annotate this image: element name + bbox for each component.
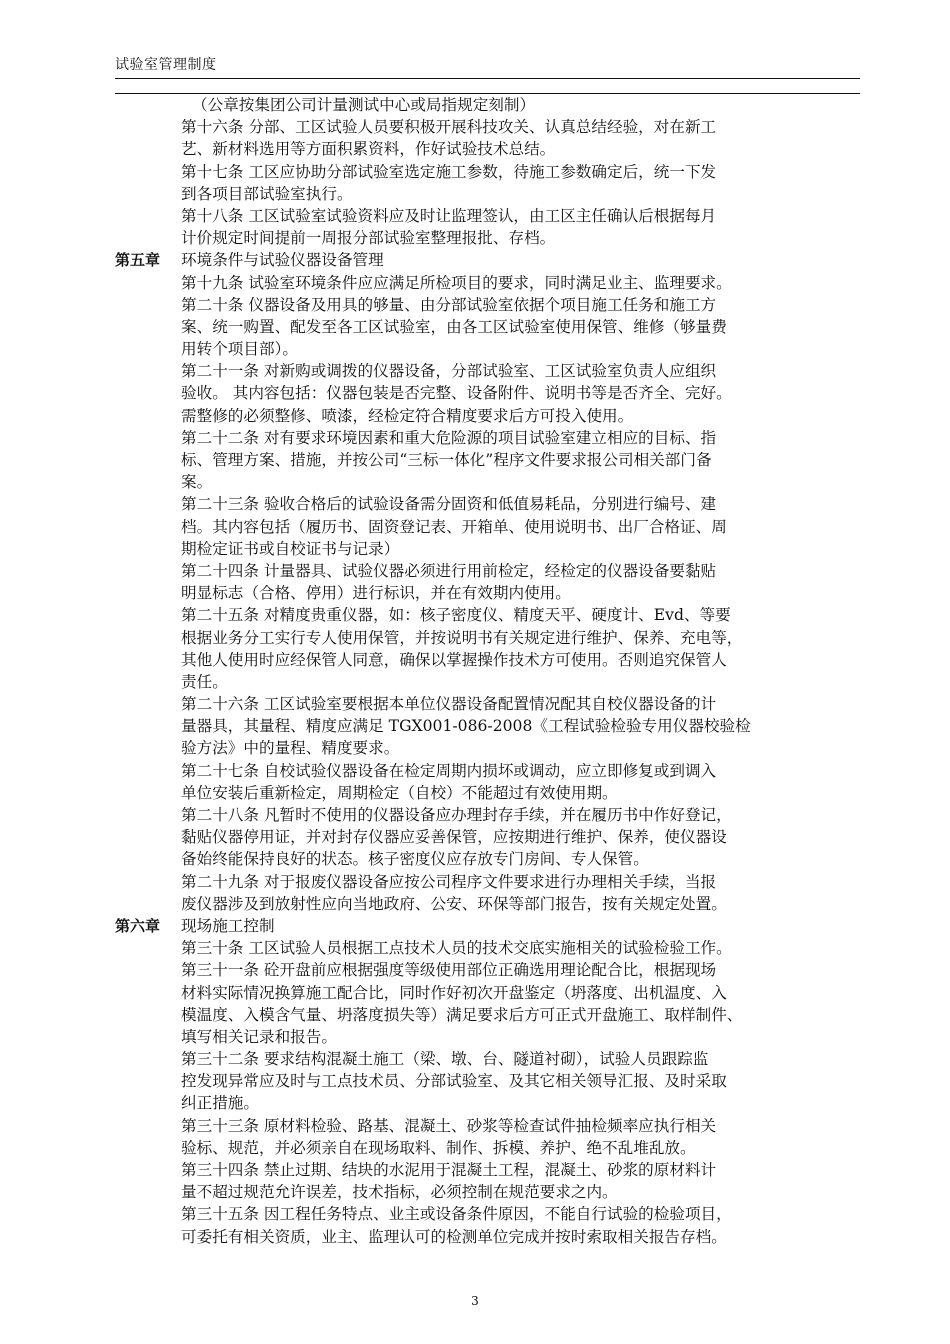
text-line: 第二十二条 对有要求环境因素和重大危险源的项目试验室建立相应的目标、指 [181,428,717,447]
text-line: 量器具，其量程、精度应满足 TGX001-086-2008《工程试验检验专用仪器校验检 [181,717,751,736]
text-line: 需整修的必须整修、喷漆，经检定符合精度要求后方可投入使用。 [181,406,634,425]
text-line: 验收。 其内容包括：仪器包装是否完整、设备附件、说明书等是否齐全、完好。 [181,384,732,403]
text-line: 纠正措施。 [181,1094,259,1113]
text-line: 第二十四条 计量器具、试验仪器必须进行用前检定，经检定的仪器设备要黏贴 [181,561,717,580]
text-line: 黏贴仪器停用证，并对封存仪器应妥善保管，应按期进行维护、保养，使仪器设 [181,828,727,847]
text-line: 明显标志（合格、停用）进行标识，并在有效期内使用。 [181,584,571,603]
text-line: 责任。 [181,672,228,691]
chapter-heading [115,915,875,937]
document-body [115,94,875,1248]
text-line: （公章按集团公司计量测试中心或局指规定刻制） [192,96,536,114]
text-line: 案。 [181,473,213,492]
text-line: 第二十一条 对新购或调拨的仪器设备，分部试验室、工区试验室负责人应组织 [181,362,717,381]
text-line: 根据业务分工实行专人使用保管，并按说明书有关规定进行维护、保养、充电等， [181,628,743,647]
text-line: 第三十四条 禁止过期、结块的水泥用于混凝土工程，混凝土、砂浆的原材料计 [181,1161,717,1179]
text-line: 单位安装后重新检定，周期检定（自校）不能超过有效使用期。 [181,783,618,802]
chapter-title: 现场施工控制 [181,916,275,935]
text-line: 第二十八条 凡暂时不使用的仪器设备应办理封存手续，并在履历书中作好登记， [181,806,732,824]
text-line: 第三十三条 原材料检验、路基、混凝土、砂浆等检查试件抽检频率应执行相关 [181,1116,717,1135]
text-line: 其他人使用时应经保管人同意，确保以掌握操作技术方可使用。否则追究保管人 [181,650,727,669]
text-line: 第二十五条 对精度贵重仪器，如：核子密度仪、精度天平、硬度计、Evd、等要 [181,606,731,625]
text-line: 第十六条 分部、工区试验人员要积极开展科技攻关、认真总结经验，对在新工 [181,118,717,137]
text-line: 填写相关记录和报告。 [181,1027,337,1046]
text-line: 第三十二条 要求结构混凝土施工（梁、墩、台、隧道衬砌），试验人员跟踪监 [181,1050,709,1069]
text-line: 第二十三条 验收合格后的试验设备需分固资和低值易耗品，分别进行编号、建 [181,495,717,514]
text-line: 第二十七条 自校试验仪器设备在检定周期内损坏或调动，应立即修复或到调入 [181,761,717,780]
chapter-heading [115,249,875,271]
text-line: 标、管理方案、措施，并按公司“三标一体化”程序文件要求报公司相关部门备 [181,451,712,469]
text-line: 到各项目部试验室执行。 [181,184,353,203]
text-line: 量不超过规范允许误差，技术指标，必须控制在规范要求之内。 [181,1183,618,1202]
text-line: 第十八条 工区试验室试验资料应及时让监理签认，由工区主任确认后根据每月 [181,206,717,225]
text-line: 备始终能保持良好的状态。核子密度仪应存放专门房间、专人保管。 [181,850,649,869]
text-line: 废仪器涉及到放射性应向当地政府、公安、环保等部门报告，按有关规定处置。 [181,894,727,913]
text-line: 可委托有相关资质，业主、监理认可的检测单位完成并按时索取相关报告存档。 [181,1227,727,1246]
text-line: 第二十条 仪器设备及用具的够量、由分部试验室依据个项目施工任务和施工方 [181,295,717,314]
text-line: 第二十六条 工区试验室要根据本单位仪器设备配置情况配其自校仪器设备的计 [181,695,717,714]
page-header [115,50,860,79]
chapter-number: 第六章 [115,916,161,935]
text-line: 模温度、入模含气量、坍落度损失等）满足要求后方可正式开盘施工、取样制件、 [181,1005,743,1024]
text-line: 档。其内容包括（履历书、固资登记表、开箱单、使用说明书、出厂合格证、周 [181,517,727,536]
text-line: 第二十九条 对于报废仪器设备应按公司程序文件要求进行办理相关手续，当报 [181,872,717,891]
page-number: 3 [471,1294,479,1308]
text-line: 第十九条 试验室环境条件应应满足所检项目的要求，同时满足业主、监理要求。 [181,273,732,292]
text-line: 验方法》中的量程、精度要求。 [181,739,400,758]
chapter-title: 环境条件与试验仪器设备管理 [181,251,384,270]
text-line: 案、统一购置、配发至各工区试验室，由各工区试验室使用保管、维修（够量费 [181,317,727,336]
text-line: 计价规定时间提前一周报分部试验室整理报批、存档。 [181,229,556,248]
text-line: 材料实际情况换算施工配合比，同时作好初次开盘鉴定（坍落度、出机温度、入 [181,983,727,1002]
text-line: 用转个项目部）。 [181,340,298,359]
chapter-number: 第五章 [115,251,161,270]
text-line: 第三十五条 因工程任务特点、业主或设备条件原因，不能自行试验的检验项目， [181,1205,732,1224]
text-line: 控发现异常应及时与工点技术员、分部试验室、及其它相关领导汇报、及时采取 [181,1072,727,1091]
header-title: 试验室管理制度 [115,57,217,73]
text-line: 艺、新材料选用等方面积累资料，作好试验技术总结。 [181,140,556,159]
text-line: 期检定证书或自校证书与记录） [181,539,400,558]
text-line: 验标、规范，并必须亲自在现场取料、制作、拆模、养护、绝不乱堆乱放。 [181,1138,696,1157]
text-line: 第三十一条 砼开盘前应根据强度等级使用部位正确选用理论配合比，根据现场 [181,961,717,980]
text-line: 第十七条 工区应协助分部试验室选定施工参数，待施工参数确定后，统一下发 [181,162,717,181]
text-line: 第三十条 工区试验人员根据工点技术人员的技术交底实施相关的试验检验工作。 [181,939,732,958]
